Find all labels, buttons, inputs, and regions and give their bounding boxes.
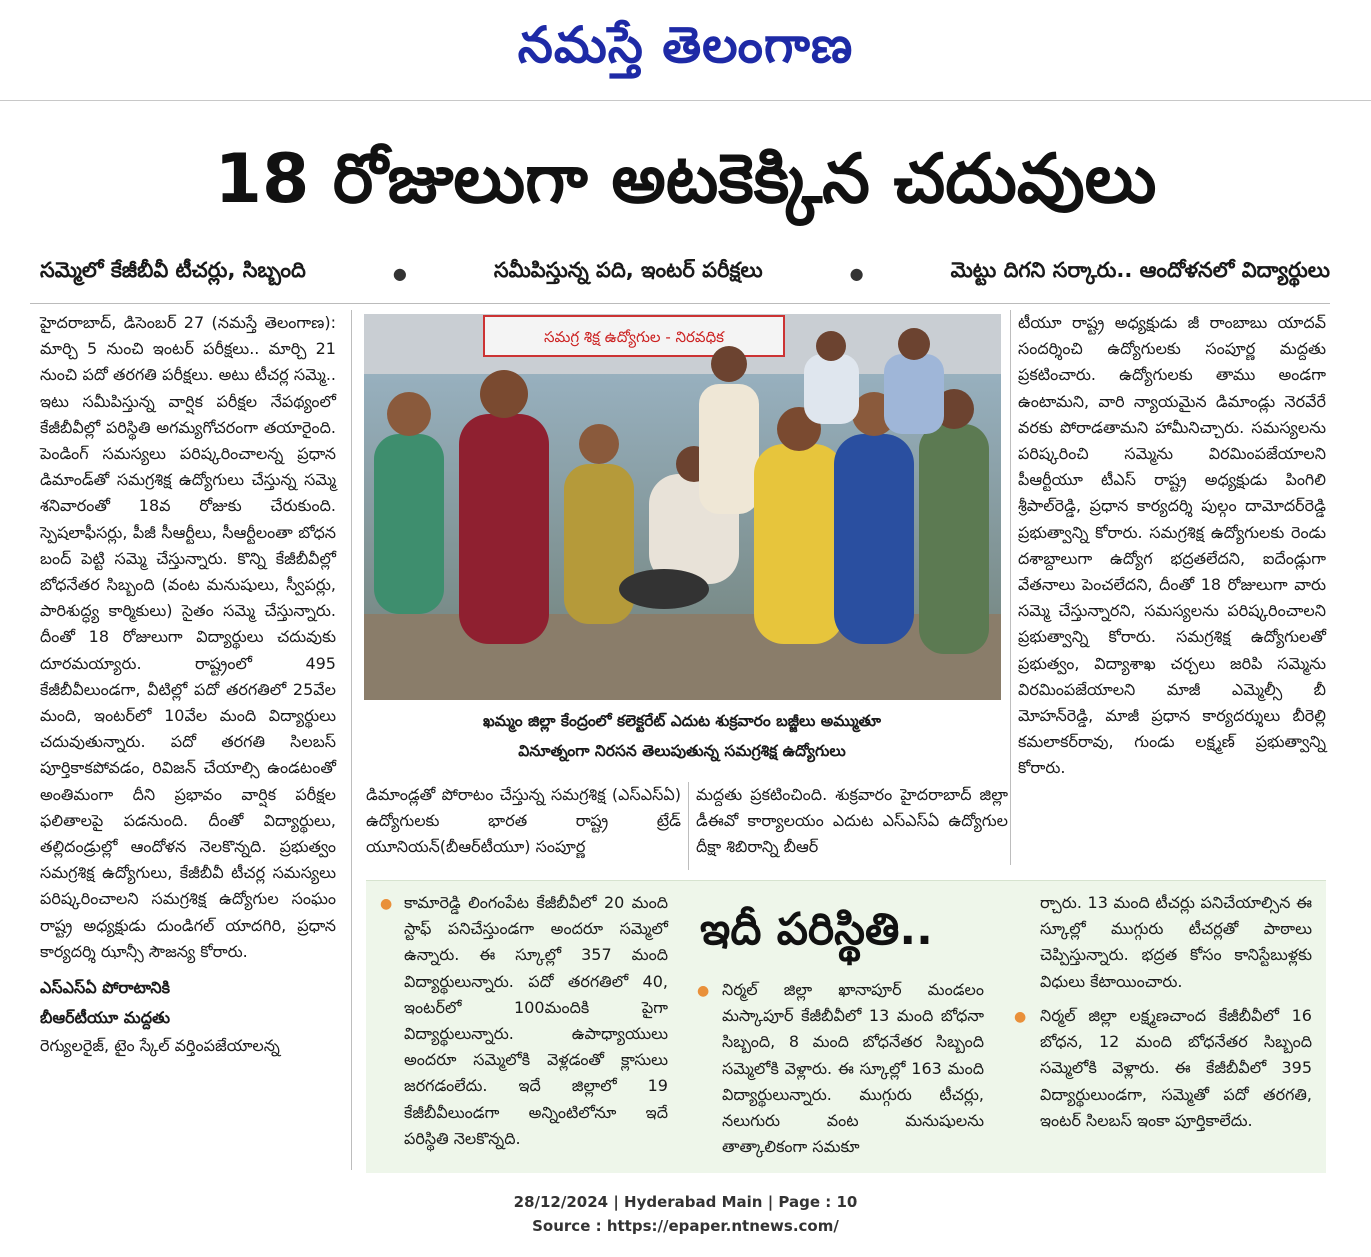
box-item <box>1040 1003 1312 1134</box>
bullet-dot-icon: ● <box>849 263 864 283</box>
article-mid-column-1 <box>366 782 681 861</box>
column-divider <box>351 310 352 1170</box>
photo-caption <box>366 706 998 766</box>
headline: 18 రోజులుగా అటకెక్కిన చదువులు <box>214 140 1157 219</box>
article-left-column <box>40 310 336 1059</box>
article-right-column <box>1018 310 1326 782</box>
footer <box>0 1190 1371 1238</box>
article-body: మద్దతు ప్రకటించింది. శుక్రవారం హైదరాబాద్ జిల్లా డీఈవో కార్యాలయం ఎదుట ఎస్ఎస్ఏ ఉద్యోగుల దీక్షా శిబిరాన్ని బీఆర్ <box>696 785 1008 857</box>
article-body: రెగ్యులరైజ్, టైం స్కేల్ వర్తింపజేయాలన్న <box>40 1036 280 1056</box>
box-item <box>1040 890 1312 995</box>
caption-line: ఖమ్మం జిల్లా కేంద్రంలో కలెక్టరేట్ ఎదుట శుక్రవారం బజ్జీలు అమ్ముతూ <box>482 712 882 730</box>
divider <box>0 100 1371 101</box>
bullet-dot-icon: ● <box>392 263 407 283</box>
caption-line: వినూత్నంగా నిరసన తెలుపుతున్న సమగ్రశిక్ష ఉద్యోగులు <box>518 742 846 760</box>
footer-date-page: 28/12/2024 | Hyderabad Main | Page : 10 <box>513 1193 858 1211</box>
article-body: హైదరాబాద్, డిసెంబర్ 27 (నమస్తే తెలంగాణ): మార్చి 5 నుంచి ఇంటర్ పరీక్షలు.. మార్చి 21 నుంచి పదో తరగతి పరీక్షలు. అటు టీచర్ల సమ్మె.. ఇటు సమీపిస్తున్న వార్షిక పరీక్షల నేపథ్యంలో కేజీబీవీల్లో పరిస్థితి అగమ్యగోచరంగా తయారైంది. పెండింగ్ సమస్యలు పరిష్కరించాలన్న ప్రధాన డిమాండ్‌తో సమగ్రశిక్ష ఉద్యోగులు చేస్తున్న సమ్మె శనివారంతో 18వ రోజుకు చేరుకుంది. స్పెషలాఫీసర్లు, పీజీ సీఆర్టీలు, సీఆర్టీలంతా బోధన బంద్ పెట్టి సమ్మె చేస్తున్నారు. కొన్ని కేజీబీవీల్లో బోధనేతర సిబ్బంది (వంట మనుషులు, స్వీపర్లు, పారిశుద్ధ్య కార్మికులు) సైతం సమ్మె చేస్తున్నారు. దీంతో 18 రోజులుగా విద్యార్థులు చదువుకు దూరమయ్యారు. రాష్ట్రంలో 495 కేజీబీవీలుండగా, వీటిల్లో పదో తరగతిలో 25వేల మంది, ఇంటర్‌లో 10వేల మంది విద్యార్థులు చదువుతున్నారు. పదో తరగతి సిలబస్ పూర్తికాకపోవడం, రివిజన్ చేయాల్సి ఉండటంతో అంతిమంగా దీని ప్రభావం వార్షిక పరీక్షల ఫలితాలపై పడనుంది. దీంతో విద్యార్థులు, తల్లిదండ్రుల్లో ఆందోళన నెలకొన్నది. ప్రభుత్వం సమగ్రశిక్ష ఉద్యోగులు, కేజీబీవీ టీచర్ల సమస్యలు పరిష్కరించాలని సమగ్రశిక్ష ఉద్యోగుల సంఘం రాష్ట్ర అధ్యక్షుడు దుండిగల్ యాదగిరి, ప్రధాన కార్యదర్శి ఝాన్సీ సౌజన్య కోరారు. <box>40 313 336 961</box>
footer-source: Source : https://epaper.ntnews.com/ <box>532 1217 839 1235</box>
article-mid-column-2 <box>696 782 1008 861</box>
column-divider <box>1010 310 1011 865</box>
photo-banner-text: సమగ్ర శిక్ష ఉద్యోగుల - నిరవధిక <box>543 328 725 346</box>
subdeck-item-3: మెట్టు దిగని సర్కారు.. ఆందోళనలో విద్యార్థులు <box>950 258 1330 282</box>
masthead-logo: నమస్తే తెలంగాణ <box>517 16 854 74</box>
box-item-text: కామారెడ్డి లింగంపేట కేజీబీవీలో 20 మంది స్టాఫ్ పనిచేస్తుండగా అందరూ సమ్మెలో ఉన్నారు. ఈ స్కూల్లో 357 మంది విద్యార్థులున్నారు. పదో తరగతిలో 40, ఇంటర్‌లో 100మందికి పైగా విద్యార్థులున్నారు. ఉపాధ్యాయులు అందరూ సమ్మెలోకి వెళ్లడంతో క్లాసులు జరగడంలేదు. ఇదే జిల్లాలో 19 కేజీబీవీలుండగా అన్నింటిలోనూ ఇదే పరిస్థితి నెలకొన్నది. <box>404 893 668 1148</box>
box-item-text: నిర్మల్ జిల్లా లక్ష్మణచాంద కేజీబీవీలో 16 బోధన, 12 మంది బోధనేతర సిబ్బంది సమ్మెలోకి వెళ్లారు. ఈ కేజీబీవీలో 395 విద్యార్థులుండగా, సమ్మెతో పదో తరగతి, ఇంటర్ సిలబస్ ఇంకా పూర్తికాలేదు. <box>1040 1006 1312 1130</box>
box-item-text: ర్చారు. 13 మంది టీచర్లు పనిచేయాల్సిన ఈ స్కూల్లో ముగ్గురు టీచర్లతో పాఠాలు చెప్పిస్తున్నారు. భద్రత కోసం కానిస్టేబుళ్లకు విధులు కేటాయించారు. <box>1040 893 1312 991</box>
protest-photo-illustration <box>364 314 1001 700</box>
news-photo <box>364 314 1001 700</box>
article-body: టీయూ రాష్ట్ర అధ్యక్షుడు జీ రాంబాబు యాదవ్ సందర్శించి ఉద్యోగులకు సంపూర్ణ మద్దతు ప్రకటించారు. ఉద్యోగులకు తాము అండగా ఉంటామని, వారి న్యాయమైన డిమాండ్లు నెరవేరే వరకు పోరాడతామని హామీనిచ్చారు. సమస్యలను పరిష్కరించి సమ్మెను విరమింపజేయాలని పీఆర్టీయూ టీఎస్ రాష్ట్ర అధ్యక్షుడు పింగిలి శ్రీపాల్‌రెడ్డి, ప్రధాన కార్యదర్శి పుల్గం దామోదర్‌రెడ్డి ప్రభుత్వాన్ని కోరారు. సమగ్రశిక్ష ఉద్యోగులకు రెండు దశాబ్దాలుగా ఉద్యోగ భద్రతలేదని, ఐదేండ్లుగా వేతనాలు పెంచలేదని, దీంతో 18 రోజులుగా వారు సమ్మె చేస్తున్నారని, సమస్యలను పరిష్కరించాలని ప్రభుత్వాన్ని కోరారు. సమగ్రశిక్ష ఉద్యోగులతో ప్రభుత్వం, విద్యాశాఖ చర్చలు జరిపి సమ్మెను విరమింపజేయాలని మాజీ ఎమ్మెల్సీ బీ మోహన్‌రెడ్డి, మాజీ ప్రధాన కార్యదర్శులు బీరెల్లి కమలాకర్‌రావు, గుండు లక్ష్మణ్ ప్రభుత్వాన్ని కోరారు. <box>1018 313 1326 778</box>
bullet-dot-icon: ● <box>697 983 710 999</box>
subhead: ఎస్ఎస్ఏ పోరాటానికి <box>40 978 171 998</box>
subdeck-item-1: సమ్మెలో కేజీబీవీ టీచర్లు, సిబ్బంది <box>40 258 306 282</box>
box-item-text: నిర్మల్ జిల్లా ఖానాపూర్ మండలం మస్కాపూర్ కేజీబీవీలో 13 మంది బోధనా సిబ్బంది, 8 మంది బోధనేతర సిబ్బంది సమ్మెలోకి వెళ్లారు. ఈ స్కూల్లో 163 మంది విద్యార్థులున్నారు. ముగ్గురు టీచర్లు, నలుగురు వంట మనుషులను తాత్కాలికంగా సమకూ <box>722 980 984 1157</box>
bullet-dot-icon: ● <box>1014 1009 1027 1025</box>
subhead: బీఆర్‌టీయూ మద్దతు <box>40 1008 170 1028</box>
subdeck-item-2: సమీపిస్తున్న పది, ఇంటర్ పరీక్షలు <box>493 258 763 282</box>
box-title: ఇదీ పరిస్థితి.. <box>700 904 933 955</box>
box-item <box>722 977 984 1160</box>
divider <box>30 303 1330 304</box>
column-divider <box>688 782 689 870</box>
box-item <box>404 890 668 1152</box>
bullet-dot-icon: ● <box>380 896 393 912</box>
article-body: డిమాండ్లతో పోరాటం చేస్తున్న సమగ్రశిక్ష (ఎస్ఎస్ఏ) ఉద్యోగులకు భారత రాష్ట్ర ట్రేడ్ యూనియన్(బీఆర్‌టీయూ) సంపూర్ణ <box>366 785 681 857</box>
subdeck <box>40 252 1330 294</box>
